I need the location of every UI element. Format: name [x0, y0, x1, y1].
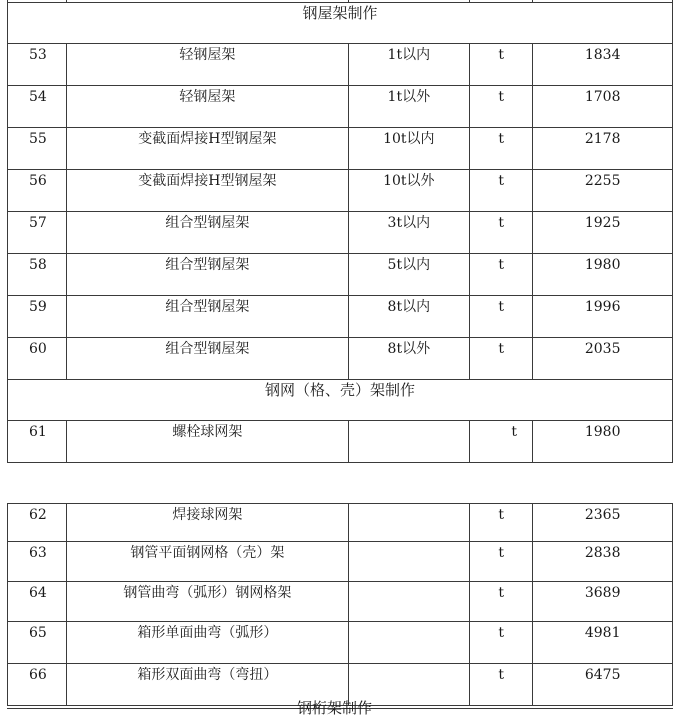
item-unit: t [470, 504, 533, 542]
item-name: 轻钢屋架 [67, 86, 348, 128]
item-spec [348, 582, 470, 622]
item-name: 组合型钢屋架 [67, 212, 348, 254]
item-name: 变截面焊接H型钢屋架 [67, 128, 348, 170]
section-row [8, 3, 673, 44]
row-number: 63 [8, 542, 67, 582]
section-title-next: 钢桁架制作 [297, 699, 373, 717]
item-name: 组合型钢屋架 [67, 338, 348, 380]
item-spec: 5t以内 [348, 254, 470, 296]
table-row [8, 128, 673, 170]
item-price: 4981 [533, 622, 673, 664]
item-name: 轻钢屋架 [67, 44, 348, 86]
table-row [8, 44, 673, 86]
table-row [8, 622, 673, 664]
item-spec [348, 421, 470, 463]
item-price: 1996 [533, 296, 673, 338]
item-price: 2255 [533, 170, 673, 212]
item-name: 组合型钢屋架 [67, 296, 348, 338]
item-unit: t [470, 296, 533, 338]
row-number: 53 [8, 44, 67, 86]
row-number: 60 [8, 338, 67, 380]
item-price: 2838 [533, 542, 673, 582]
table-row [8, 338, 673, 380]
item-unit: t [470, 622, 533, 664]
item-name: 焊接球网架 [67, 504, 348, 542]
item-spec: 3t以内 [348, 212, 470, 254]
item-name: 箱形双面曲弯（弯扭） [67, 664, 348, 706]
table-row [8, 254, 673, 296]
row-number: 54 [8, 86, 67, 128]
item-spec [348, 542, 470, 582]
row-number: 59 [8, 296, 67, 338]
item-name: 组合型钢屋架 [67, 254, 348, 296]
section-title-roof-truss: 钢屋架制作 [8, 3, 673, 44]
row-number: 56 [8, 170, 67, 212]
item-price: 1925 [533, 212, 673, 254]
row-number: 61 [8, 421, 67, 463]
item-unit: t [470, 254, 533, 296]
item-price: 1980 [533, 254, 673, 296]
row-number: 64 [8, 582, 67, 622]
item-name: 箱形单面曲弯（弧形） [67, 622, 348, 664]
item-spec: 8t以外 [348, 338, 470, 380]
table-row [8, 421, 673, 463]
item-price: 2178 [533, 128, 673, 170]
item-spec: 1t以外 [348, 86, 470, 128]
table-row [8, 582, 673, 622]
item-name: 变截面焊接H型钢屋架 [67, 170, 348, 212]
row-number: 65 [8, 622, 67, 664]
item-unit: t [470, 542, 533, 582]
price-table-top [7, 0, 673, 463]
table-row [8, 212, 673, 254]
item-unit: t [470, 128, 533, 170]
section-title-space-frame: 钢网（格、壳）架制作 [8, 380, 673, 421]
table-row [8, 296, 673, 338]
row-number: 66 [8, 664, 67, 706]
item-price: 1708 [533, 86, 673, 128]
item-unit: t [470, 44, 533, 86]
item-price: 1834 [533, 44, 673, 86]
item-spec [348, 504, 470, 542]
section-row [8, 380, 673, 421]
item-spec: 10t以外 [348, 170, 470, 212]
item-spec: 10t以内 [348, 128, 470, 170]
item-price: 6475 [533, 664, 673, 706]
table-row [8, 542, 673, 582]
item-unit: t [470, 86, 533, 128]
item-name: 螺栓球网架 [67, 421, 348, 463]
table-row [8, 86, 673, 128]
item-unit: t [470, 664, 533, 706]
row-number: 55 [8, 128, 67, 170]
item-unit: t [470, 212, 533, 254]
row-number: 58 [8, 254, 67, 296]
item-price: 1980 [533, 421, 673, 463]
row-number: 57 [8, 212, 67, 254]
item-price: 2035 [533, 338, 673, 380]
item-name: 钢管平面钢网格（壳）架 [67, 542, 348, 582]
item-spec [348, 622, 470, 664]
item-price: 2365 [533, 504, 673, 542]
item-unit: t [470, 582, 533, 622]
price-table-bottom [7, 503, 673, 706]
row-number: 62 [8, 504, 67, 542]
item-name: 钢管曲弯（弧形）钢网格架 [67, 582, 348, 622]
table-row [8, 504, 673, 542]
table-row [8, 170, 673, 212]
item-price: 3689 [533, 582, 673, 622]
item-spec: 1t以内 [348, 44, 470, 86]
item-unit: t [470, 421, 533, 463]
item-unit: t [470, 338, 533, 380]
item-unit: t [470, 170, 533, 212]
next-section-cut [7, 699, 673, 717]
item-spec: 8t以内 [348, 296, 470, 338]
